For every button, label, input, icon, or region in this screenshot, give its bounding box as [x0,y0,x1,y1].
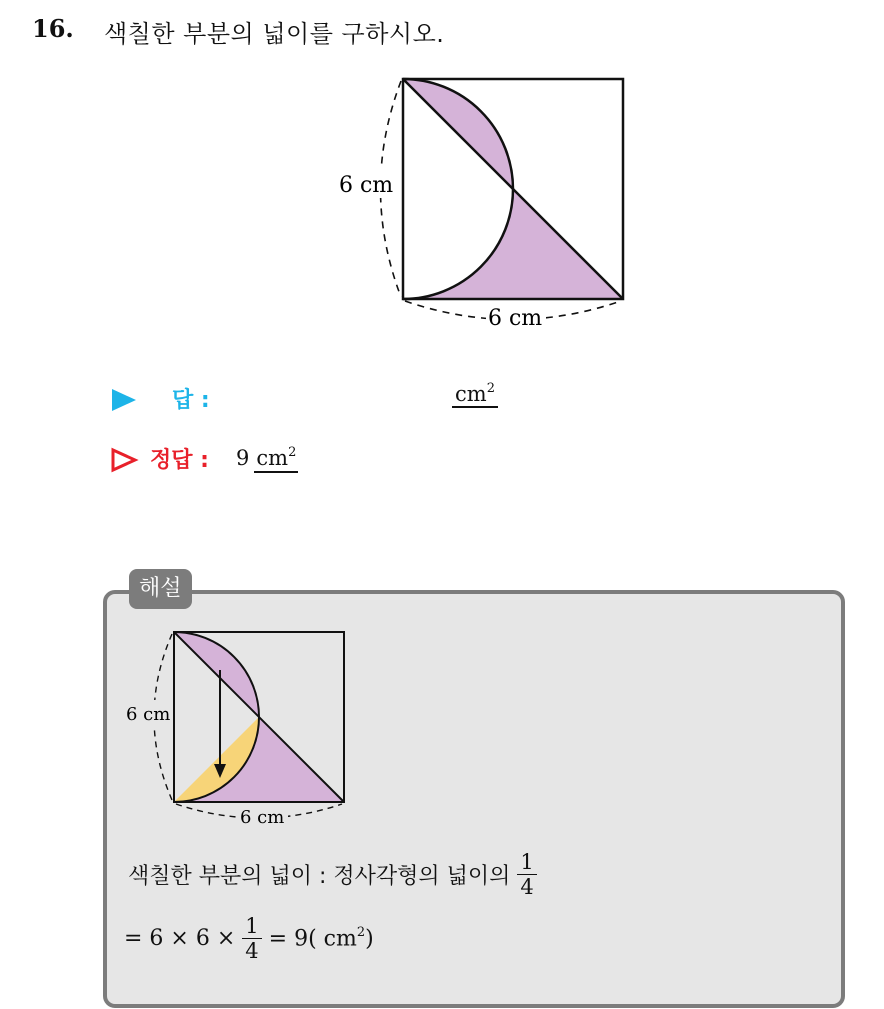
answer-arrow-icon [110,386,140,416]
solution-line-1: 색칠한 부분의 넓이 : 정사각형의 넓이의 $\frac{1}{4}$ [128,850,537,899]
solution-figure [0,600,884,840]
side-label-bottom: 6 cm [488,306,543,331]
question-text: 색칠한 부분의 넓이를 구하시오. [104,20,445,48]
solution-line-2: = 6 × 6 × $\frac{1}{4}$ = 9( $cm^2$) [124,914,374,963]
correct-label: 정답 : [150,448,209,473]
correct-value: 9 $cm^2$ [236,446,298,470]
fraction-one-quarter-2: $\frac{1}{4}$ [242,914,261,963]
answer-blank-unit[interactable]: $cm^2$ [452,383,498,408]
side-label-left: 6 cm [339,173,394,198]
answer-label: 답 : [172,388,210,413]
correct-arrow-icon [110,446,140,476]
fraction-one-quarter: $\frac{1}{4}$ [517,850,536,899]
solution-side-label-bottom: 6 cm [240,807,285,828]
question-number: 16. [32,14,74,43]
main-figure [0,0,884,340]
solution-tag: 해설 [129,569,192,609]
solution-side-label-left: 6 cm [126,704,171,725]
